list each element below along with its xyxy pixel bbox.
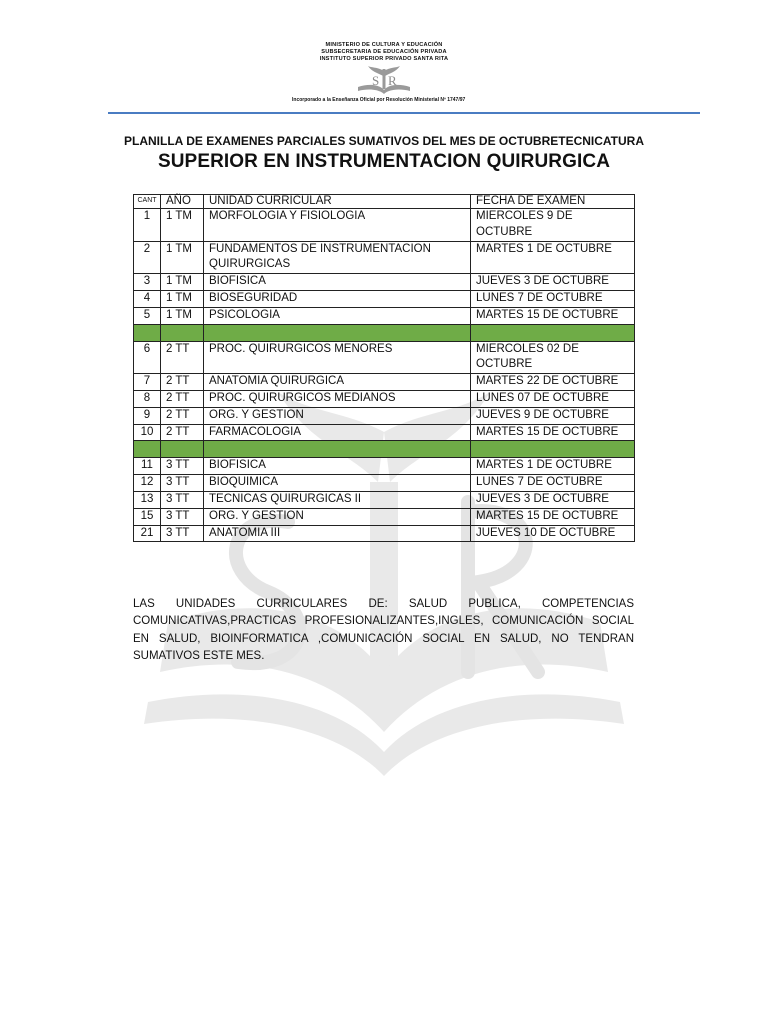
table-row <box>134 424 635 441</box>
cant-cell: 7 <box>134 374 161 391</box>
table-row <box>134 458 635 475</box>
unidad-cell: ANATOMIA QUIRURGICA <box>204 374 471 391</box>
anio-cell: 3 TT <box>161 475 204 492</box>
fecha-cell: MARTES 15 DE OCTUBRE <box>471 424 635 441</box>
table-row <box>134 491 635 508</box>
institute-logo <box>352 65 416 97</box>
table-row <box>134 374 635 391</box>
unidad-cell: BIOFISICA <box>204 274 471 291</box>
unidad-cell: ORG. Y GESTION <box>204 508 471 525</box>
table-row <box>134 508 635 525</box>
header-unidad: UNIDAD CURRICULAR <box>204 195 471 209</box>
unidad-cell: FARMACOLOGIA <box>204 424 471 441</box>
anio-cell: 3 TT <box>161 458 204 475</box>
incorporation-note: Incorporado a la Enseñanza Oficial por Resolución Ministerial Nº 1747/97 <box>292 97 466 103</box>
header-anio: AÑO <box>161 195 204 209</box>
fecha-cell: JUEVES 3 DE OCTUBRE <box>471 491 635 508</box>
unidad-cell: PSICOLOGIA <box>204 307 471 324</box>
document-title: SUPERIOR EN INSTRUMENTACION QUIRURGICA <box>157 151 611 172</box>
table-row <box>134 525 635 542</box>
unidad-cell: ORG. Y GESTION <box>204 407 471 424</box>
table-header-row <box>134 195 635 209</box>
year-separator-row <box>134 324 635 341</box>
fecha-cell: MARTES 22 DE OCTUBRE <box>471 374 635 391</box>
cant-cell: 1 <box>134 209 161 242</box>
table-row <box>134 475 635 492</box>
cant-cell: 6 <box>134 341 161 374</box>
fecha-cell: JUEVES 10 DE OCTUBRE <box>471 525 635 542</box>
unidad-cell: BIOQUIMICA <box>204 475 471 492</box>
cant-cell: 4 <box>134 290 161 307</box>
document-subtitle: PLANILLA DE EXAMENES PARCIALES SUMATIVOS DEL MES DE OCTUBRETECNICATURA <box>123 134 645 148</box>
cant-cell: 9 <box>134 407 161 424</box>
unidad-cell: BIOSEGURIDAD <box>204 290 471 307</box>
cant-cell: 2 <box>134 241 161 274</box>
anio-cell: 2 TT <box>161 390 204 407</box>
table-row <box>134 274 635 291</box>
ministry-line: MINISTERIO DE CULTURA Y EDUCACIÓN <box>325 42 443 48</box>
fecha-cell: MARTES 15 DE OCTUBRE <box>471 508 635 525</box>
cant-cell: 11 <box>134 458 161 475</box>
header-fecha: FECHA DE EXAMEN <box>471 195 635 209</box>
anio-cell: 1 TM <box>161 209 204 242</box>
unidad-cell: BIOFISICA <box>204 458 471 475</box>
fecha-cell: MARTES 1 DE OCTUBRE <box>471 458 635 475</box>
unidad-cell: ANATOMIA III <box>204 525 471 542</box>
year-separator-row <box>134 441 635 458</box>
anio-cell: 1 TM <box>161 274 204 291</box>
institute-line: INSTITUTO SUPERIOR PRIVADO SANTA RITA <box>319 56 449 62</box>
fecha-cell: MIERCOLES 9 DE OCTUBRE <box>471 209 635 242</box>
table-row <box>134 241 635 274</box>
fecha-cell: MARTES 15 DE OCTUBRE <box>471 307 635 324</box>
excluded-units-note: LAS UNIDADES CURRICULARES DE: SALUD PUBLICA, COMPETENCIAS COMUNICATIVAS,PRACTICAS PROFESIONALIZANTES,INGLES, COMUNICACIÓN SOCIAL EN SALUD, BIOINFORMATICA ,COMUNICACIÓN SOCIAL EN SALUD, NO TENDRAN SUMATIVOS ESTE MES. <box>133 597 634 662</box>
anio-cell: 1 TM <box>161 241 204 274</box>
unidad-cell: TECNICAS QUIRURGICAS II <box>204 491 471 508</box>
table-row <box>134 290 635 307</box>
table-row <box>134 341 635 374</box>
fecha-cell: JUEVES 3 DE OCTUBRE <box>471 274 635 291</box>
anio-cell: 1 TM <box>161 290 204 307</box>
header-cant: CANT <box>134 195 161 209</box>
cant-cell: 21 <box>134 525 161 542</box>
anio-cell: 3 TT <box>161 491 204 508</box>
anio-cell: 2 TT <box>161 341 204 374</box>
table-row <box>134 407 635 424</box>
cant-cell: 5 <box>134 307 161 324</box>
fecha-cell: MIERCOLES 02 DE OCTUBRE <box>471 341 635 374</box>
fecha-cell: LUNES 07 DE OCTUBRE <box>471 390 635 407</box>
svg-text:R: R <box>388 73 397 88</box>
table-row <box>134 390 635 407</box>
exam-schedule-table <box>133 194 635 542</box>
anio-cell: 1 TM <box>161 307 204 324</box>
fecha-cell: MARTES 1 DE OCTUBRE <box>471 241 635 274</box>
table-row <box>134 209 635 242</box>
anio-cell: 2 TT <box>161 407 204 424</box>
fecha-cell: JUEVES 9 DE OCTUBRE <box>471 407 635 424</box>
table-row <box>134 307 635 324</box>
cant-cell: 13 <box>134 491 161 508</box>
anio-cell: 3 TT <box>161 508 204 525</box>
unidad-cell: FUNDAMENTOS DE INSTRUMENTACION QUIRURGICAS <box>204 241 471 274</box>
cant-cell: 3 <box>134 274 161 291</box>
fecha-cell: LUNES 7 DE OCTUBRE <box>471 290 635 307</box>
anio-cell: 3 TT <box>161 525 204 542</box>
cant-cell: 10 <box>134 424 161 441</box>
cant-cell: 12 <box>134 475 161 492</box>
cant-cell: 15 <box>134 508 161 525</box>
unidad-cell: PROC. QUIRURGICOS MEDIANOS <box>204 390 471 407</box>
svg-text:S: S <box>372 73 380 88</box>
header-rule <box>108 112 700 114</box>
unidad-cell: PROC. QUIRURGICOS MENORES <box>204 341 471 374</box>
subsecretary-line: SUBSECRETARIA DE EDUCACIÓN PRIVADA <box>321 49 447 55</box>
anio-cell: 2 TT <box>161 424 204 441</box>
anio-cell: 2 TT <box>161 374 204 391</box>
cant-cell: 8 <box>134 390 161 407</box>
unidad-cell: MORFOLOGIA Y FISIOLOGIA <box>204 209 471 242</box>
fecha-cell: LUNES 7 DE OCTUBRE <box>471 475 635 492</box>
letterhead <box>0 42 768 97</box>
